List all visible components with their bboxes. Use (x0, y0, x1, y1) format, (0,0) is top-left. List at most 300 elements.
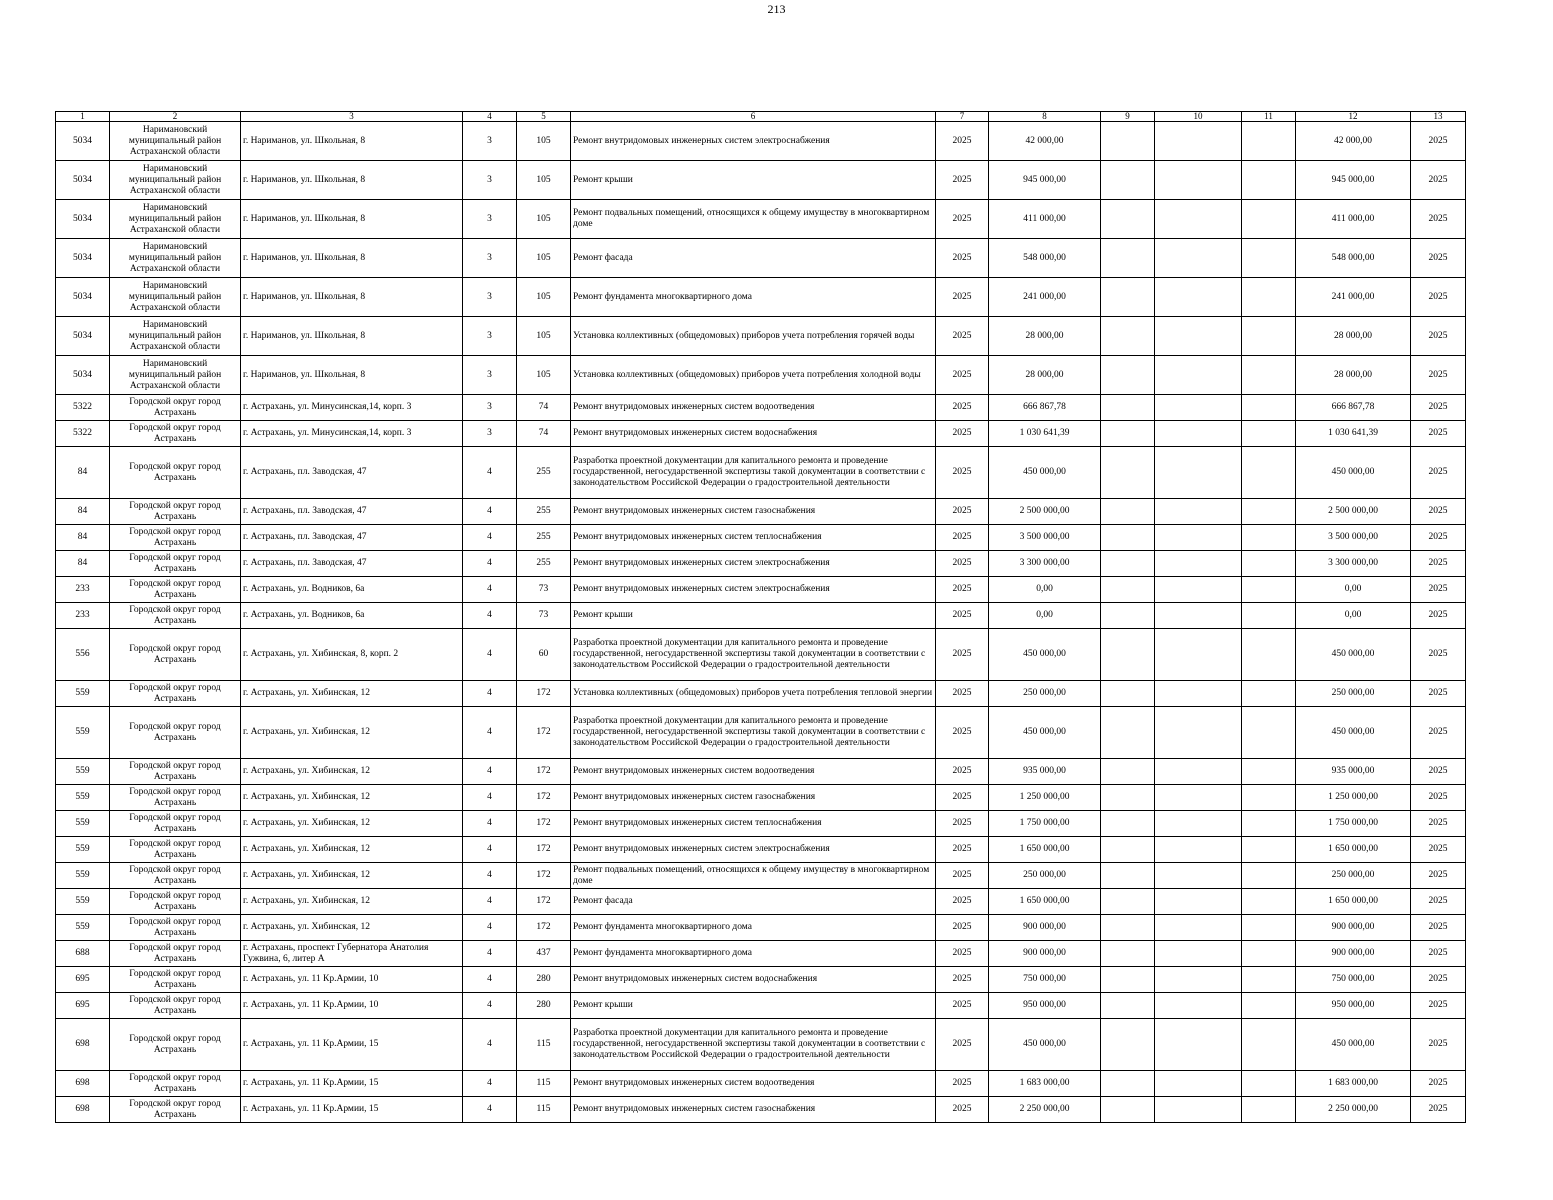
cell-col-5: 172 (517, 759, 571, 785)
cell-col-7: 2025 (936, 122, 989, 161)
cell-col-13: 2025 (1411, 889, 1466, 915)
cell-col-12: 1 683 000,00 (1296, 1071, 1411, 1097)
cell-col-5: 255 (517, 499, 571, 525)
cell-col-6: Ремонт внутридомовых инженерных систем газоснабжения (571, 499, 936, 525)
cell-col-3: г. Астрахань, ул. Хибинская, 12 (241, 863, 463, 889)
cell-col-3: г. Астрахань, ул. Хибинская, 8, корп. 2 (241, 629, 463, 681)
cell-col-12: 450 000,00 (1296, 707, 1411, 759)
cell-col-6: Разработка проектной документации для капитального ремонта и проведение государственной, негосударственной экспертизы такой документации в соответствии с законодательством Российской Федерации о градостроительной деятельности (571, 1019, 936, 1071)
cell-col-5: 105 (517, 317, 571, 356)
cell-col-9 (1101, 759, 1155, 785)
cell-col-4: 3 (463, 239, 517, 278)
cell-col-12: 250 000,00 (1296, 681, 1411, 707)
cell-col-11 (1242, 1019, 1296, 1071)
cell-col-12: 241 000,00 (1296, 278, 1411, 317)
cell-col-2: Городской округ город Астрахань (110, 499, 241, 525)
cell-col-8: 750 000,00 (989, 967, 1101, 993)
cell-col-1: 559 (56, 759, 110, 785)
cell-col-10 (1155, 967, 1242, 993)
cell-col-7: 2025 (936, 577, 989, 603)
cell-col-3: г. Астрахань, пл. Заводская, 47 (241, 525, 463, 551)
cell-col-12: 411 000,00 (1296, 200, 1411, 239)
cell-col-6: Ремонт внутридомовых инженерных систем водоотведения (571, 395, 936, 421)
cell-col-10 (1155, 239, 1242, 278)
cell-col-9 (1101, 707, 1155, 759)
cell-col-13: 2025 (1411, 837, 1466, 863)
cell-col-5: 172 (517, 863, 571, 889)
cell-col-4: 4 (463, 811, 517, 837)
table-row (56, 811, 1466, 837)
cell-col-4: 4 (463, 837, 517, 863)
cell-col-1: 233 (56, 603, 110, 629)
column-header-12: 12 (1296, 112, 1411, 122)
table-row (56, 239, 1466, 278)
cell-col-2: Городской округ город Астрахань (110, 1019, 241, 1071)
cell-col-8: 2 250 000,00 (989, 1097, 1101, 1123)
page-number: 213 (767, 2, 786, 16)
cell-col-12: 42 000,00 (1296, 122, 1411, 161)
cell-col-1: 556 (56, 629, 110, 681)
cell-col-11 (1242, 889, 1296, 915)
cell-col-2: Городской округ город Астрахань (110, 629, 241, 681)
cell-col-11 (1242, 863, 1296, 889)
cell-col-1: 559 (56, 889, 110, 915)
cell-col-9 (1101, 603, 1155, 629)
cell-col-12: 450 000,00 (1296, 1019, 1411, 1071)
cell-col-7: 2025 (936, 837, 989, 863)
cell-col-4: 4 (463, 603, 517, 629)
cell-col-6: Ремонт внутридомовых инженерных систем электроснабжения (571, 122, 936, 161)
cell-col-13: 2025 (1411, 421, 1466, 447)
cell-col-7: 2025 (936, 551, 989, 577)
cell-col-3: г. Нариманов, ул. Школьная, 8 (241, 122, 463, 161)
cell-col-3: г. Нариманов, ул. Школьная, 8 (241, 239, 463, 278)
cell-col-5: 74 (517, 421, 571, 447)
cell-col-5: 255 (517, 447, 571, 499)
cell-col-13: 2025 (1411, 161, 1466, 200)
cell-col-10 (1155, 499, 1242, 525)
cell-col-3: г. Нариманов, ул. Школьная, 8 (241, 356, 463, 395)
cell-col-13: 2025 (1411, 759, 1466, 785)
cell-col-5: 255 (517, 525, 571, 551)
cell-col-6: Ремонт крыши (571, 603, 936, 629)
cell-col-6: Ремонт фундамента многоквартирного дома (571, 915, 936, 941)
cell-col-4: 3 (463, 317, 517, 356)
cell-col-3: г. Астрахань, ул. Хибинская, 12 (241, 707, 463, 759)
cell-col-2: Городской округ город Астрахань (110, 577, 241, 603)
cell-col-11 (1242, 317, 1296, 356)
cell-col-2: Городской округ город Астрахань (110, 1097, 241, 1123)
cell-col-8: 666 867,78 (989, 395, 1101, 421)
cell-col-13: 2025 (1411, 356, 1466, 395)
cell-col-10 (1155, 759, 1242, 785)
cell-col-10 (1155, 122, 1242, 161)
cell-col-4: 4 (463, 993, 517, 1019)
cell-col-7: 2025 (936, 395, 989, 421)
cell-col-3: г. Нариманов, ул. Школьная, 8 (241, 200, 463, 239)
cell-col-2: Наримановский муниципальный район Астраханской области (110, 161, 241, 200)
cell-col-9 (1101, 1097, 1155, 1123)
cell-col-6: Ремонт внутридомовых инженерных систем теплоснабжения (571, 811, 936, 837)
table-row (56, 863, 1466, 889)
cell-col-1: 84 (56, 551, 110, 577)
cell-col-2: Наримановский муниципальный район Астраханской области (110, 317, 241, 356)
cell-col-9 (1101, 447, 1155, 499)
cell-col-4: 4 (463, 759, 517, 785)
cell-col-10 (1155, 1097, 1242, 1123)
cell-col-13: 2025 (1411, 785, 1466, 811)
column-header-9: 9 (1101, 112, 1155, 122)
cell-col-5: 172 (517, 811, 571, 837)
cell-col-9 (1101, 681, 1155, 707)
cell-col-4: 4 (463, 447, 517, 499)
cell-col-7: 2025 (936, 629, 989, 681)
cell-col-13: 2025 (1411, 967, 1466, 993)
cell-col-6: Ремонт внутридомовых инженерных систем электроснабжения (571, 577, 936, 603)
table-row (56, 707, 1466, 759)
cell-col-4: 4 (463, 577, 517, 603)
cell-col-5: 115 (517, 1097, 571, 1123)
table-row (56, 915, 1466, 941)
column-number-row (56, 112, 1466, 122)
cell-col-2: Наримановский муниципальный район Астраханской области (110, 200, 241, 239)
cell-col-12: 2 500 000,00 (1296, 499, 1411, 525)
cell-col-6: Ремонт фасада (571, 889, 936, 915)
cell-col-7: 2025 (936, 356, 989, 395)
cell-col-6: Ремонт фасада (571, 239, 936, 278)
cell-col-2: Городской округ город Астрахань (110, 707, 241, 759)
cell-col-3: г. Астрахань, ул. Хибинская, 12 (241, 915, 463, 941)
cell-col-10 (1155, 200, 1242, 239)
cell-col-8: 3 300 000,00 (989, 551, 1101, 577)
cell-col-2: Городской округ город Астрахань (110, 525, 241, 551)
cell-col-7: 2025 (936, 278, 989, 317)
cell-col-8: 1 750 000,00 (989, 811, 1101, 837)
cell-col-3: г. Астрахань, пл. Заводская, 47 (241, 499, 463, 525)
cell-col-3: г. Нариманов, ул. Школьная, 8 (241, 161, 463, 200)
cell-col-8: 3 500 000,00 (989, 525, 1101, 551)
table-row (56, 785, 1466, 811)
cell-col-10 (1155, 551, 1242, 577)
cell-col-2: Городской округ город Астрахань (110, 889, 241, 915)
cell-col-7: 2025 (936, 603, 989, 629)
cell-col-8: 1 030 641,39 (989, 421, 1101, 447)
cell-col-10 (1155, 1071, 1242, 1097)
cell-col-6: Ремонт подвальных помещений, относящихся к общему имуществу в многоквартирном доме (571, 863, 936, 889)
cell-col-3: г. Астрахань, ул. Водников, 6а (241, 577, 463, 603)
column-header-13: 13 (1411, 112, 1466, 122)
cell-col-7: 2025 (936, 785, 989, 811)
table-row (56, 837, 1466, 863)
table-row (56, 889, 1466, 915)
cell-col-5: 115 (517, 1071, 571, 1097)
cell-col-10 (1155, 785, 1242, 811)
cell-col-13: 2025 (1411, 200, 1466, 239)
cell-col-5: 105 (517, 239, 571, 278)
cell-col-1: 559 (56, 863, 110, 889)
cell-col-4: 4 (463, 863, 517, 889)
cell-col-10 (1155, 317, 1242, 356)
cell-col-10 (1155, 278, 1242, 317)
cell-col-12: 2 250 000,00 (1296, 1097, 1411, 1123)
cell-col-1: 559 (56, 785, 110, 811)
cell-col-13: 2025 (1411, 239, 1466, 278)
cell-col-13: 2025 (1411, 317, 1466, 356)
cell-col-2: Городской округ город Астрахань (110, 759, 241, 785)
cell-col-6: Ремонт подвальных помещений, относящихся к общему имуществу в многоквартирном доме (571, 200, 936, 239)
cell-col-7: 2025 (936, 421, 989, 447)
cell-col-3: г. Астрахань, ул. Хибинская, 12 (241, 837, 463, 863)
cell-col-13: 2025 (1411, 915, 1466, 941)
cell-col-10 (1155, 525, 1242, 551)
table-row (56, 317, 1466, 356)
cell-col-7: 2025 (936, 681, 989, 707)
cell-col-7: 2025 (936, 811, 989, 837)
cell-col-5: 172 (517, 707, 571, 759)
cell-col-9 (1101, 967, 1155, 993)
cell-col-4: 4 (463, 707, 517, 759)
cell-col-7: 2025 (936, 993, 989, 1019)
cell-col-6: Разработка проектной документации для капитального ремонта и проведение государственной, негосударственной экспертизы такой документации в соответствии с законодательством Российской Федерации о градостроительной деятельности (571, 447, 936, 499)
cell-col-9 (1101, 161, 1155, 200)
cell-col-7: 2025 (936, 1071, 989, 1097)
cell-col-11 (1242, 629, 1296, 681)
cell-col-5: 280 (517, 993, 571, 1019)
cell-col-6: Разработка проектной документации для капитального ремонта и проведение государственной, негосударственной экспертизы такой документации в соответствии с законодательством Российской Федерации о градостроительной деятельности (571, 629, 936, 681)
cell-col-11 (1242, 395, 1296, 421)
cell-col-13: 2025 (1411, 1097, 1466, 1123)
cell-col-1: 5034 (56, 200, 110, 239)
cell-col-4: 4 (463, 525, 517, 551)
cell-col-9 (1101, 122, 1155, 161)
cell-col-9 (1101, 993, 1155, 1019)
column-header-6: 6 (571, 112, 936, 122)
cell-col-8: 250 000,00 (989, 863, 1101, 889)
cell-col-7: 2025 (936, 915, 989, 941)
cell-col-9 (1101, 811, 1155, 837)
cell-col-4: 3 (463, 356, 517, 395)
cell-col-4: 4 (463, 1071, 517, 1097)
cell-col-9 (1101, 785, 1155, 811)
cell-col-11 (1242, 967, 1296, 993)
cell-col-13: 2025 (1411, 629, 1466, 681)
cell-col-4: 3 (463, 421, 517, 447)
cell-col-12: 28 000,00 (1296, 356, 1411, 395)
cell-col-9 (1101, 421, 1155, 447)
cell-col-7: 2025 (936, 317, 989, 356)
cell-col-10 (1155, 681, 1242, 707)
cell-col-11 (1242, 915, 1296, 941)
table-row (56, 525, 1466, 551)
cell-col-9 (1101, 837, 1155, 863)
table-row (56, 629, 1466, 681)
cell-col-8: 935 000,00 (989, 759, 1101, 785)
cell-col-11 (1242, 681, 1296, 707)
cell-col-3: г. Астрахань, ул. Минусинская,14, корп. 3 (241, 421, 463, 447)
cell-col-6: Установка коллективных (общедомовых) приборов учета потребления тепловой энергии (571, 681, 936, 707)
cell-col-1: 698 (56, 1071, 110, 1097)
cell-col-2: Наримановский муниципальный район Астраханской области (110, 239, 241, 278)
cell-col-3: г. Астрахань, ул. 11 Кр.Армии, 15 (241, 1019, 463, 1071)
cell-col-7: 2025 (936, 239, 989, 278)
cell-col-6: Ремонт внутридомовых инженерных систем газоснабжения (571, 1097, 936, 1123)
cell-col-3: г. Астрахань, ул. 11 Кр.Армии, 15 (241, 1097, 463, 1123)
cell-col-4: 3 (463, 278, 517, 317)
cell-col-10 (1155, 603, 1242, 629)
cell-col-13: 2025 (1411, 993, 1466, 1019)
column-header-5: 5 (517, 112, 571, 122)
cell-col-8: 42 000,00 (989, 122, 1101, 161)
cell-col-1: 695 (56, 967, 110, 993)
cell-col-1: 5034 (56, 278, 110, 317)
cell-col-8: 950 000,00 (989, 993, 1101, 1019)
cell-col-6: Разработка проектной документации для капитального ремонта и проведение государственной, негосударственной экспертизы такой документации в соответствии с законодательством Российской Федерации о градостроительной деятельности (571, 707, 936, 759)
column-header-3: 3 (241, 112, 463, 122)
cell-col-2: Городской округ город Астрахань (110, 421, 241, 447)
cell-col-11 (1242, 278, 1296, 317)
cell-col-9 (1101, 551, 1155, 577)
cell-col-3: г. Нариманов, ул. Школьная, 8 (241, 317, 463, 356)
cell-col-4: 4 (463, 1019, 517, 1071)
cell-col-4: 4 (463, 915, 517, 941)
cell-col-2: Городской округ город Астрахань (110, 863, 241, 889)
cell-col-1: 5034 (56, 161, 110, 200)
table-row (56, 681, 1466, 707)
cell-col-9 (1101, 941, 1155, 967)
cell-col-13: 2025 (1411, 499, 1466, 525)
table-row (56, 161, 1466, 200)
cell-col-11 (1242, 1097, 1296, 1123)
cell-col-9 (1101, 200, 1155, 239)
cell-col-1: 5034 (56, 317, 110, 356)
cell-col-7: 2025 (936, 941, 989, 967)
table-row (56, 278, 1466, 317)
cell-col-10 (1155, 447, 1242, 499)
cell-col-13: 2025 (1411, 707, 1466, 759)
cell-col-6: Ремонт внутридомовых инженерных систем электроснабжения (571, 837, 936, 863)
cell-col-11 (1242, 837, 1296, 863)
cell-col-5: 105 (517, 161, 571, 200)
cell-col-13: 2025 (1411, 811, 1466, 837)
cell-col-3: г. Астрахань, ул. 11 Кр.Армии, 10 (241, 967, 463, 993)
cell-col-13: 2025 (1411, 941, 1466, 967)
column-header-11: 11 (1242, 112, 1296, 122)
cell-col-10 (1155, 707, 1242, 759)
cell-col-9 (1101, 499, 1155, 525)
cell-col-8: 450 000,00 (989, 629, 1101, 681)
cell-col-7: 2025 (936, 499, 989, 525)
cell-col-10 (1155, 993, 1242, 1019)
cell-col-11 (1242, 551, 1296, 577)
cell-col-9 (1101, 239, 1155, 278)
cell-col-8: 241 000,00 (989, 278, 1101, 317)
table-row (56, 499, 1466, 525)
cell-col-12: 1 750 000,00 (1296, 811, 1411, 837)
cell-col-11 (1242, 785, 1296, 811)
cell-col-6: Установка коллективных (общедомовых) приборов учета потребления холодной воды (571, 356, 936, 395)
cell-col-1: 5034 (56, 239, 110, 278)
cell-col-12: 3 500 000,00 (1296, 525, 1411, 551)
cell-col-4: 4 (463, 629, 517, 681)
cell-col-9 (1101, 1071, 1155, 1097)
cell-col-11 (1242, 759, 1296, 785)
cell-col-12: 3 300 000,00 (1296, 551, 1411, 577)
cell-col-3: г. Астрахань, проспект Губернатора Анатолия Гужвина, 6, литер А (241, 941, 463, 967)
cell-col-10 (1155, 161, 1242, 200)
cell-col-5: 255 (517, 551, 571, 577)
cell-col-4: 4 (463, 499, 517, 525)
cell-col-6: Ремонт фундамента многоквартирного дома (571, 941, 936, 967)
cell-col-12: 1 650 000,00 (1296, 889, 1411, 915)
cell-col-2: Городской округ город Астрахань (110, 837, 241, 863)
cell-col-13: 2025 (1411, 1019, 1466, 1071)
cell-col-6: Ремонт внутридомовых инженерных систем водоотведения (571, 759, 936, 785)
cell-col-12: 950 000,00 (1296, 993, 1411, 1019)
cell-col-2: Городской округ город Астрахань (110, 603, 241, 629)
cell-col-12: 1 250 000,00 (1296, 785, 1411, 811)
cell-col-12: 945 000,00 (1296, 161, 1411, 200)
cell-col-5: 60 (517, 629, 571, 681)
cell-col-6: Ремонт внутридомовых инженерных систем водоснабжения (571, 421, 936, 447)
cell-col-8: 548 000,00 (989, 239, 1101, 278)
table-row (56, 967, 1466, 993)
column-header-8: 8 (989, 112, 1101, 122)
cell-col-5: 437 (517, 941, 571, 967)
cell-col-6: Ремонт крыши (571, 993, 936, 1019)
cell-col-13: 2025 (1411, 122, 1466, 161)
column-header-4: 4 (463, 112, 517, 122)
cell-col-11 (1242, 577, 1296, 603)
cell-col-8: 450 000,00 (989, 707, 1101, 759)
cell-col-3: г. Астрахань, пл. Заводская, 47 (241, 551, 463, 577)
cell-col-7: 2025 (936, 1097, 989, 1123)
cell-col-10 (1155, 863, 1242, 889)
cell-col-8: 900 000,00 (989, 941, 1101, 967)
cell-col-11 (1242, 421, 1296, 447)
cell-col-11 (1242, 707, 1296, 759)
column-header-2: 2 (110, 112, 241, 122)
cell-col-5: 105 (517, 200, 571, 239)
cell-col-8: 1 650 000,00 (989, 889, 1101, 915)
cell-col-7: 2025 (936, 447, 989, 499)
cell-col-8: 945 000,00 (989, 161, 1101, 200)
cell-col-5: 280 (517, 967, 571, 993)
table-row (56, 421, 1466, 447)
cell-col-8: 450 000,00 (989, 447, 1101, 499)
cell-col-4: 4 (463, 1097, 517, 1123)
cell-col-8: 250 000,00 (989, 681, 1101, 707)
table-row (56, 993, 1466, 1019)
table-row (56, 941, 1466, 967)
cell-col-12: 900 000,00 (1296, 915, 1411, 941)
cell-col-12: 548 000,00 (1296, 239, 1411, 278)
cell-col-4: 3 (463, 200, 517, 239)
cell-col-5: 74 (517, 395, 571, 421)
cell-col-12: 250 000,00 (1296, 863, 1411, 889)
cell-col-1: 695 (56, 993, 110, 1019)
cell-col-1: 559 (56, 811, 110, 837)
cell-col-1: 559 (56, 681, 110, 707)
cell-col-7: 2025 (936, 707, 989, 759)
cell-col-8: 0,00 (989, 603, 1101, 629)
cell-col-4: 4 (463, 551, 517, 577)
cell-col-1: 698 (56, 1019, 110, 1071)
cell-col-13: 2025 (1411, 525, 1466, 551)
cell-col-9 (1101, 889, 1155, 915)
cell-col-8: 0,00 (989, 577, 1101, 603)
cell-col-5: 105 (517, 356, 571, 395)
cell-col-4: 3 (463, 161, 517, 200)
